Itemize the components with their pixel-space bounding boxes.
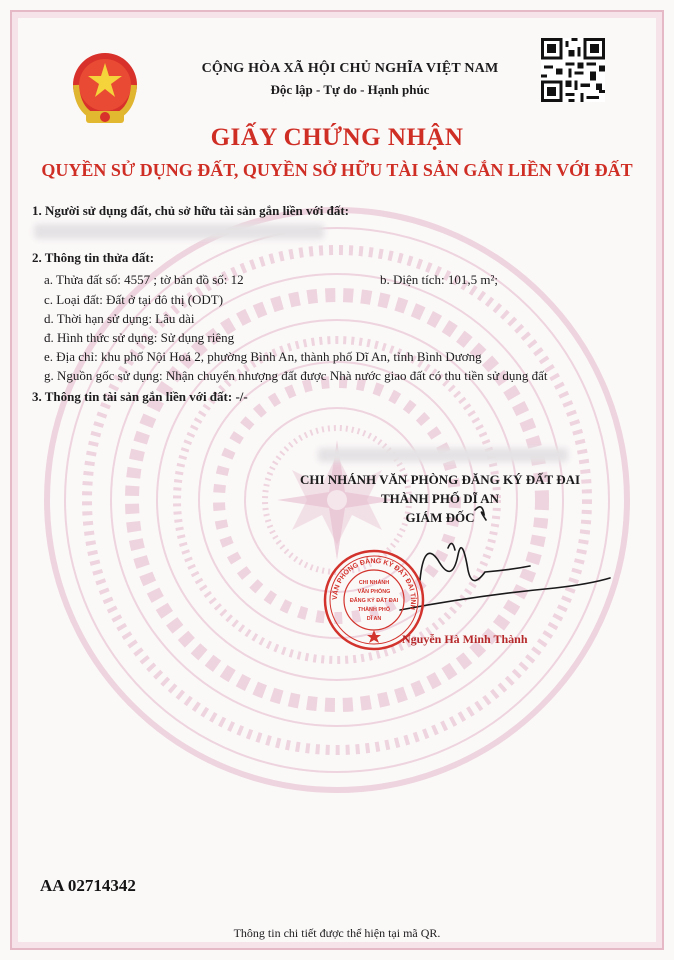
parcel-number: a. Thửa đất số: 4557 ; tờ bản đồ số: 12 <box>44 272 244 287</box>
parcel-address: e. Địa chỉ: khu phố Nội Hoá 2, phường Bình An, thành phố Dĩ An, tỉnh Bình Dương <box>44 349 482 364</box>
usage-form: đ. Hình thức sử dụng: Sử dụng riêng <box>44 330 235 345</box>
office-line-2: THÀNH PHỐ DĨ AN <box>380 491 500 506</box>
redacted-date <box>318 448 568 462</box>
seal-center-line-2: VĂN PHÒNG <box>357 589 391 595</box>
national-emblem-icon <box>64 47 146 129</box>
qr-code <box>541 38 605 102</box>
section1-heading: 1. Người sử dụng đất, chủ sở hữu tài sản gắn liền với đất: <box>32 203 349 218</box>
national-title: CỘNG HÒA XÃ HỘI CHỦ NGHĨA VIỆT NAM <box>201 61 499 76</box>
seal-center-line-5: DĨ AN <box>366 616 382 622</box>
usage-term: d. Thời hạn sử dụng: Lâu dài <box>44 311 195 326</box>
certificate-title: GIẤY CHỨNG NHẬN <box>210 124 464 151</box>
redacted-owner-name <box>34 224 324 239</box>
section2-heading: 2. Thông tin thửa đất: <box>32 250 155 265</box>
seal-center-line-3: ĐĂNG KÝ ĐẤT ĐAI <box>349 598 399 604</box>
national-motto: Độc lập - Tự do - Hạnh phúc <box>270 82 430 97</box>
certificate-subtitle: QUYỀN SỬ DỤNG ĐẤT, QUYỀN SỞ HỮU TÀI SẢN GẮN LIỀN VỚI ĐẤT <box>41 160 633 180</box>
section3-heading: 3. Thông tin tài sản gắn liền với đất: -/- <box>32 389 248 404</box>
parcel-area: b. Diện tích: 101,5 m²; <box>380 272 498 287</box>
qr-footer-note: Thông tin chi tiết được thể hiện tại mã QR. <box>233 926 441 940</box>
seal-ring-text: VĂN PHÒNG ĐĂNG KÝ ĐẤT ĐAI TỈNH <box>331 557 417 611</box>
land-type: c. Loại đất: Đất ở tại đô thị (ODT) <box>44 292 224 307</box>
seal-center-line-4: THÀNH PHỐ <box>357 607 391 613</box>
signer-name: Nguyễn Hà Minh Thành <box>402 632 528 646</box>
office-line-3: GIÁM ĐỐC <box>405 510 475 525</box>
office-line-1: CHI NHÁNH VĂN PHÒNG ĐĂNG KÝ ĐẤT ĐAI <box>299 472 581 487</box>
usage-origin: g. Nguồn gốc sử dụng: Nhận chuyển nhượng đất được Nhà nước giao đất có thu tiền sử dụng đất <box>44 368 548 383</box>
seal-center-line-1: CHI NHÁNH <box>358 580 390 586</box>
serial-number: AA 02714342 <box>40 876 136 895</box>
